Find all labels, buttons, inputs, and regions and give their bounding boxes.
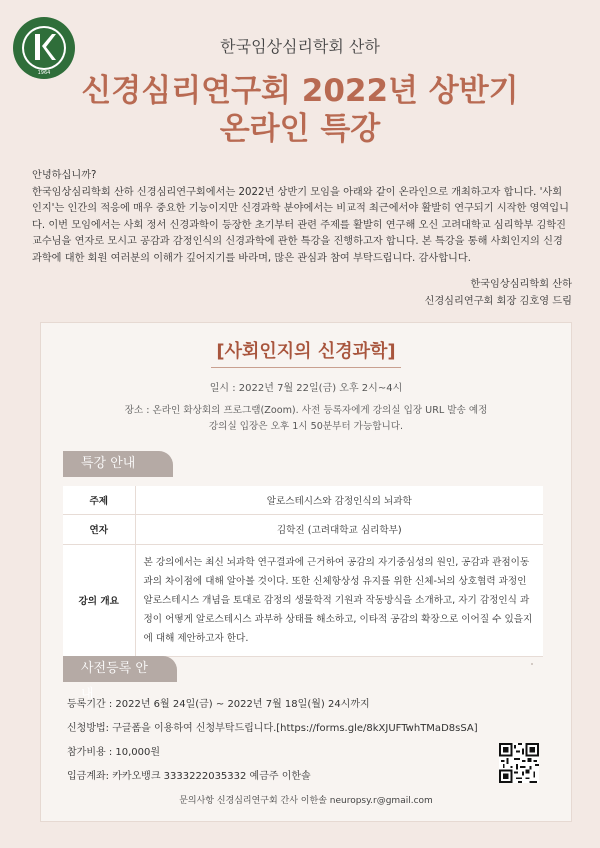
contact-info: 문의사항 신경심리연구회 간사 이한솔 neuropsy.r@gmail.com (179, 796, 433, 806)
title-line-2: 온라인 특강 (219, 111, 381, 147)
lecture-info-table (63, 486, 543, 657)
row-key: 강의 개요 (63, 544, 135, 656)
title-underline (211, 367, 401, 368)
greeting: 안녕하십니까? (32, 170, 97, 181)
registration-account: 입금계좌: 카카오뱅크 3333222035332 예금주 이한솔 (67, 771, 311, 782)
event-location (41, 403, 571, 435)
logo-year: 1964 (37, 70, 51, 76)
signature-org: 한국임상심리학회 산하 (470, 279, 572, 290)
row-value: 김학진 (고려대학교 심리학부) (135, 514, 543, 544)
event-title-text: [사회인지의 신경과학] (216, 341, 396, 362)
organization-name: 한국임상심리학회 산하 (220, 37, 380, 56)
decorative-dot (531, 663, 533, 665)
intro-letter (32, 168, 572, 267)
location-line-1: 장소 : 온라인 화상회의 프로그램(Zoom). 사전 등록자에게 강의실 입장 URL 발송 예정 (124, 405, 488, 416)
row-key: 연자 (63, 514, 135, 544)
event-card (40, 322, 572, 822)
registration-section-label: 사전등록 안내 (63, 656, 177, 682)
row-value: 알로스테시스와 감정인식의 뇌과학 (135, 486, 543, 514)
page-title (0, 72, 600, 148)
location-line-2: 강의실 입장은 오후 1시 50분부터 가능합니다. (208, 421, 404, 432)
lecture-overview: 본 강의에서는 최신 뇌과학 연구결과에 근거하여 공감의 자기중심성의 원인, 공감과 관점이동과의 차이점에 대해 알아볼 것이다. 또한 신체항상성 유지를 위한 신체-뇌의 상호협력 과정인 알로스테시스 개념을 토대로 감정의 생물학적 기원과 작동방식을 소개하고, 자기 감정인식 과정이 어떻게 알로스테시스 과부하 상태를 해소하고, 이타적 공감의 확장으로 이어질 수 있을지에 대해 제안하고자 한다. (135, 544, 543, 656)
registration-method[interactable]: 신청방법: 구글폼을 이용하여 신청부탁드립니다.[https://forms.gle/8kXJUFTwhTMaD8sSA] (67, 723, 478, 734)
registration-fee: 참가비용 : 10,000원 (67, 747, 161, 758)
qr-code-icon[interactable] (499, 743, 539, 783)
lecture-section-label: 특강 안내 (63, 451, 173, 477)
intro-body: 한국임상심리학회 산하 신경심리연구회에서는 2022년 상반기 모임을 아래와 같이 온라인으로 개최하고자 합니다. '사회 인지'는 인간의 적응에 매우 중요한 기능이지만 신경과학 분야에서는 비교적 최근에서야 활발히 연구되기 시작한 영역입니다. 이번 모임에서는 사회 정서 신경과학이 등장한 초기부터 관련 주제를 활발히 연구해 오신 고려대학교 심리학부 김학진 교수님을 연자로 모시고 공감과 감정인식의 신경과학에 관한 특강을 진행하고자 합니다. 본 특강을 통해 사회인지의 신경과학에 대한 회원 여러분의 이해가 깊어지기를 바라며, 많은 관심과 참여 부탁드립니다. 감사합니다. (32, 186, 569, 264)
table-row (63, 544, 543, 656)
table-row (63, 486, 543, 514)
event-title (41, 337, 571, 363)
table-row (63, 514, 543, 544)
signature-person: 신경심리연구회 회장 김호영 드림 (424, 296, 572, 307)
row-key: 주제 (63, 486, 135, 514)
registration-period: 등록기간 : 2022년 6월 24일(금) ~ 2022년 7월 18일(월) 24시까지 (67, 699, 370, 710)
title-line-1: 신경심리연구회 2022년 상반기 (81, 73, 519, 109)
signature (425, 276, 573, 310)
event-datetime: 일시 : 2022년 7월 22일(금) 오후 2시~4시 (209, 383, 403, 394)
